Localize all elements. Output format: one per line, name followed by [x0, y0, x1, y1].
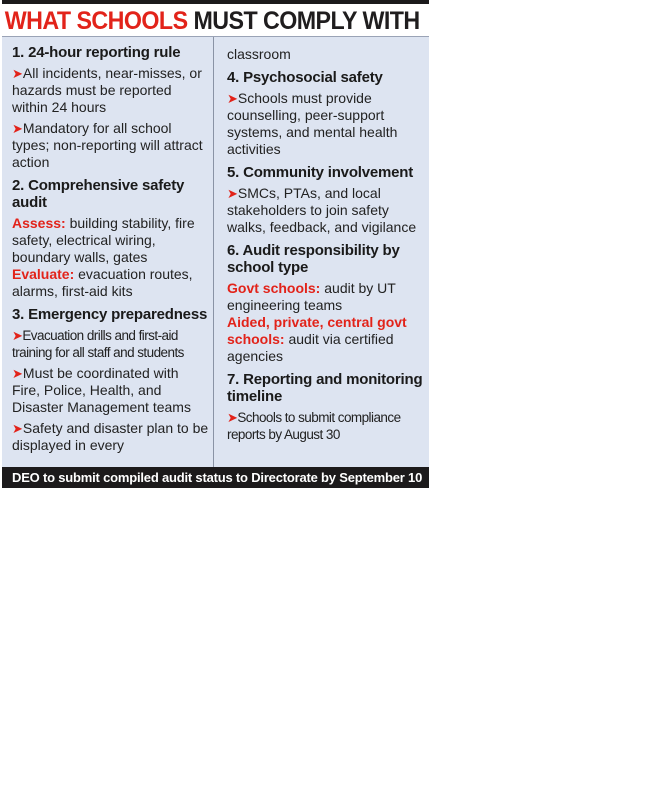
keyword-evaluate: Evaluate: — [12, 266, 75, 282]
bullet — [12, 420, 210, 454]
bullet — [12, 327, 210, 361]
column-divider — [213, 37, 214, 467]
bullet-text: Mandatory for all school types; non-reporting will attract action — [12, 120, 203, 170]
bullet — [227, 185, 425, 236]
bullet-text: Evacuation drills and first-aid training for all staff and students — [12, 328, 184, 360]
keyword-govt: Govt schools: — [227, 280, 321, 296]
section-heading: 3. Emergency preparedness — [12, 306, 208, 323]
section-safety-audit — [12, 177, 210, 300]
content-panel — [2, 36, 429, 467]
section-heading: 6. Audit responsibility by school type — [227, 242, 400, 276]
section-community-involvement — [227, 164, 425, 236]
continued-text: classroom — [227, 46, 291, 62]
bullet — [12, 365, 210, 416]
bullet — [12, 120, 210, 171]
bullet-text: Schools to submit compliance reports by August 30 — [227, 410, 401, 442]
infographic — [2, 0, 429, 488]
section-heading: 5. Community involvement — [227, 164, 414, 181]
section-emergency-preparedness — [12, 306, 210, 454]
audit-govt — [227, 280, 425, 314]
section-heading: 2. Comprehensive safety audit — [12, 177, 185, 211]
arrow-icon: ➤ — [12, 421, 23, 436]
bullet — [227, 90, 425, 158]
bullet — [227, 409, 425, 443]
headline — [2, 4, 420, 36]
footer-bar: DEO to submit compiled audit status to Directorate by September 10 — [2, 467, 429, 488]
left-column — [12, 37, 210, 460]
audit-aided — [227, 314, 425, 365]
right-column — [227, 37, 425, 449]
audit-assess — [12, 215, 210, 266]
section-audit-responsibility — [227, 242, 425, 365]
arrow-icon: ➤ — [12, 328, 23, 343]
section-heading: 4. Psychosocial safety — [227, 69, 383, 86]
bullet-text: Must be coordinated with Fire, Police, Health, and Disaster Management teams — [12, 365, 191, 415]
section-reporting-rule — [12, 44, 210, 171]
keyword-aided: Aided, private, central govt schools: — [227, 314, 407, 347]
section-heading: 1. 24-hour reporting rule — [12, 44, 181, 61]
evaluate-text: evacuation routes, alarms, first-aid kits — [12, 266, 193, 299]
headline-dark: MUST COMPLY WITH — [193, 7, 420, 35]
bullet-text: Safety and disaster plan to be displayed in every — [12, 420, 209, 453]
bullet — [12, 65, 210, 116]
arrow-icon: ➤ — [227, 91, 238, 106]
bullet-text: Schools must provide counselling, peer-support systems, and mental health activities — [227, 90, 398, 157]
govt-text: audit by UT engineering teams — [227, 280, 396, 313]
section-continued — [227, 46, 425, 63]
section-reporting-timeline — [227, 371, 425, 443]
keyword-assess: Assess: — [12, 215, 66, 231]
headline-red: WHAT SCHOOLS — [4, 7, 188, 35]
arrow-icon: ➤ — [12, 366, 23, 381]
aided-text: audit via certified agencies — [227, 331, 394, 364]
section-heading: 7. Reporting and monitoring timeline — [227, 371, 423, 405]
assess-text: building stability, fire safety, electrical wiring, boundary walls, gates — [12, 215, 195, 265]
audit-evaluate — [12, 266, 210, 300]
section-psychosocial-safety — [227, 69, 425, 158]
arrow-icon: ➤ — [227, 410, 238, 425]
bullet-text: SMCs, PTAs, and local stakeholders to join safety walks, feedback, and vigilance — [227, 185, 417, 235]
arrow-icon: ➤ — [12, 66, 23, 81]
bullet-text: All incidents, near-misses, or hazards must be reported within 24 hours — [12, 65, 202, 115]
arrow-icon: ➤ — [227, 186, 238, 201]
arrow-icon: ➤ — [12, 121, 23, 136]
